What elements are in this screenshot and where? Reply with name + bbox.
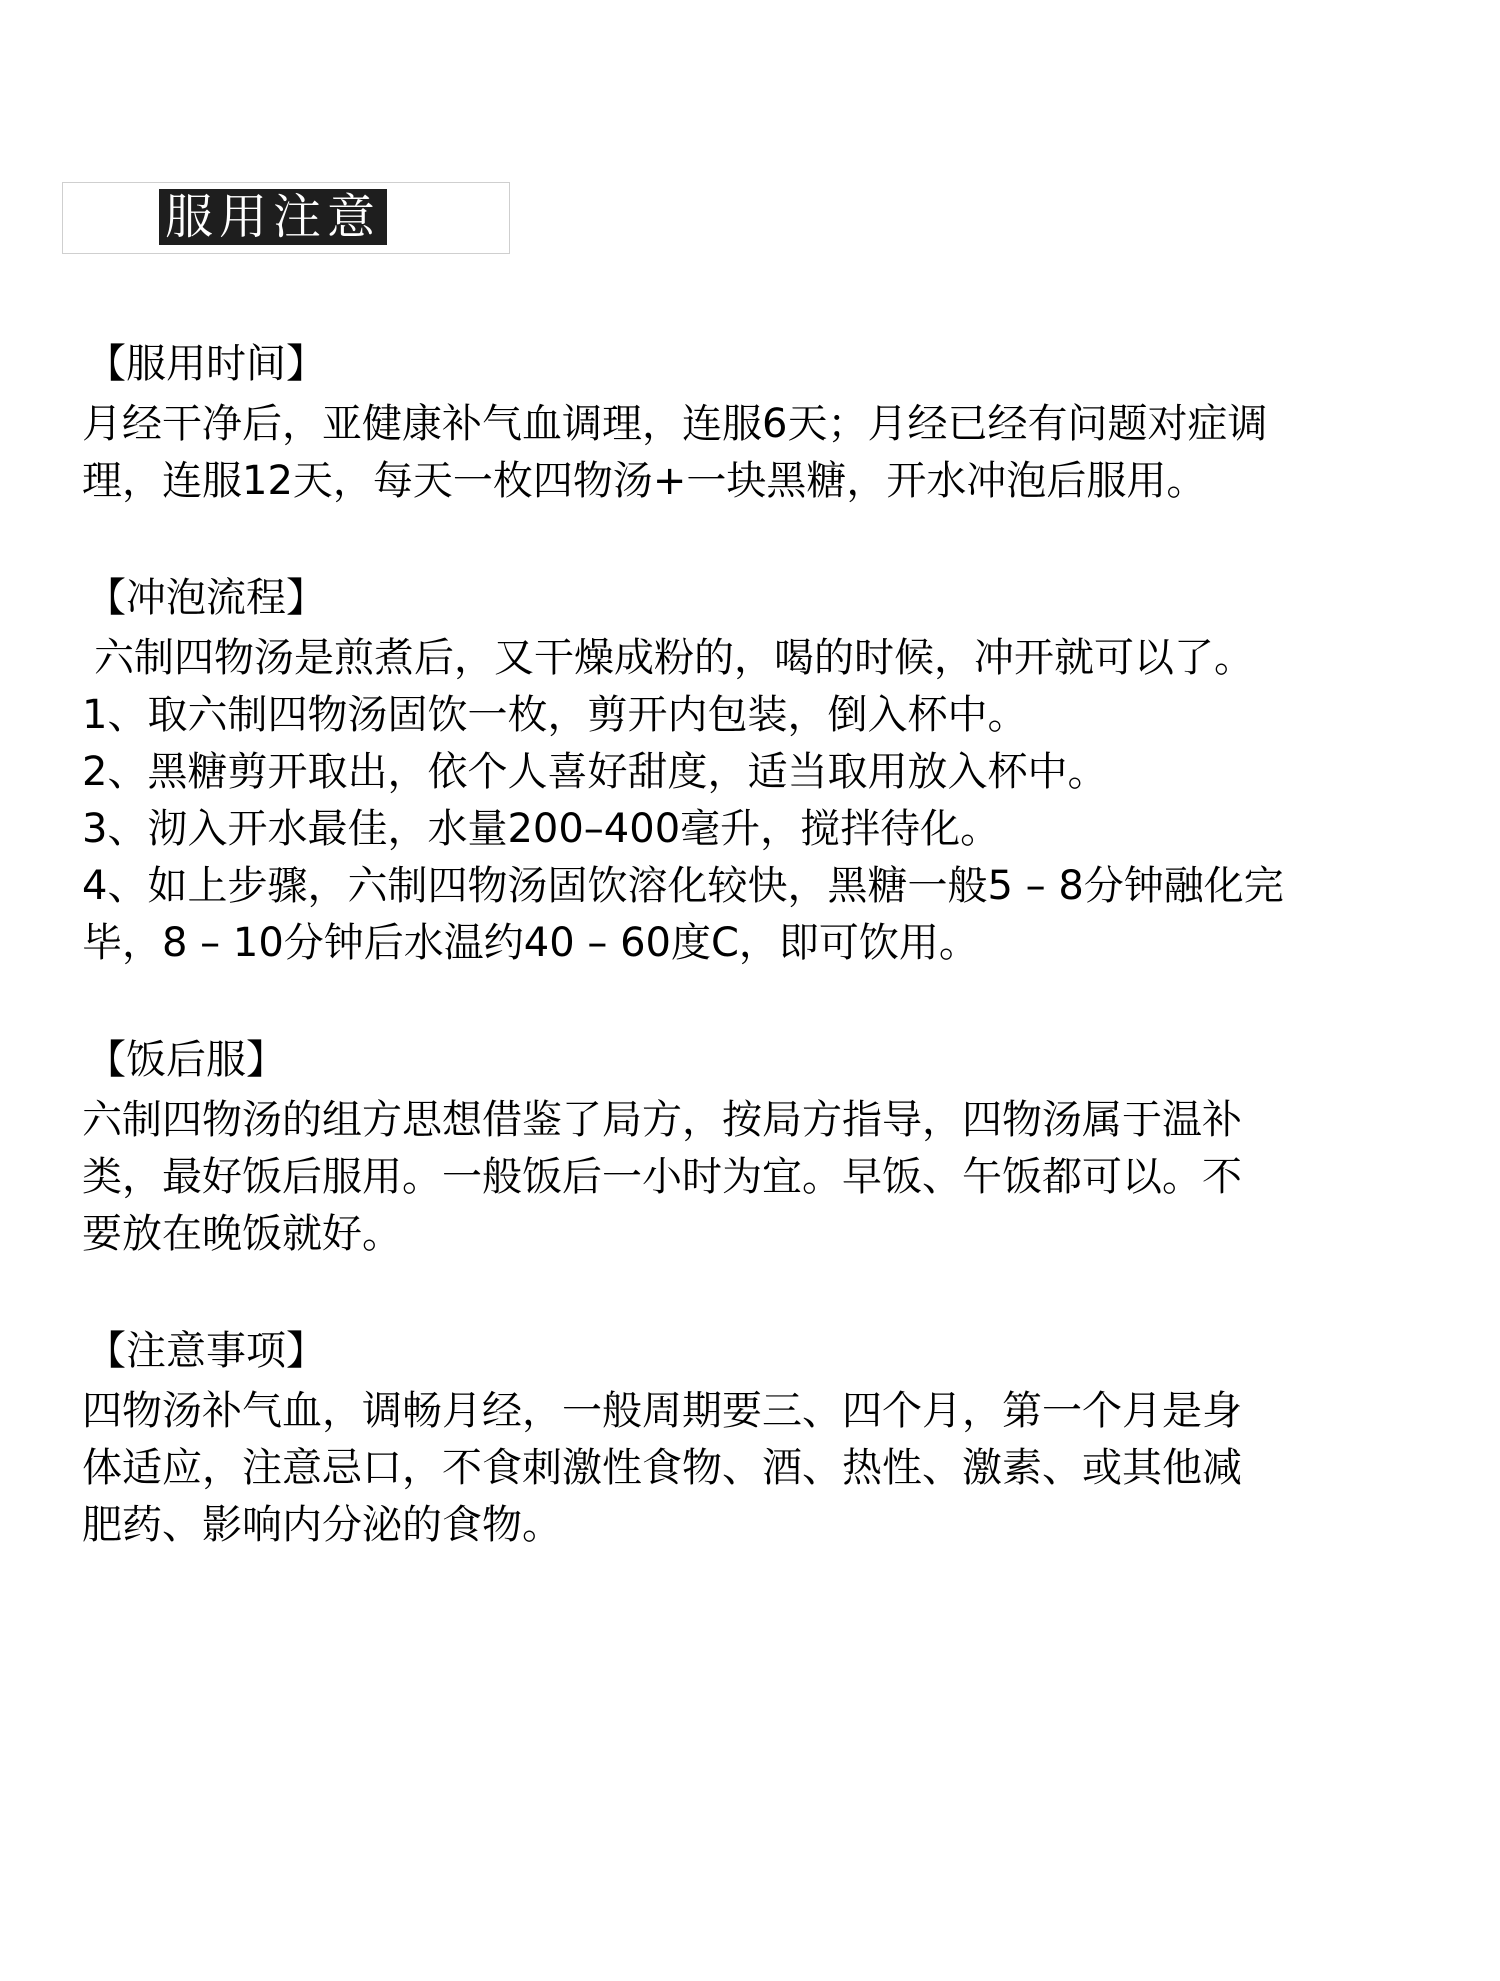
paragraph-line: 四物汤补气血，调畅月经，一般周期要三、四个月，第一个月是身	[82, 1388, 1242, 1434]
paragraph-line: 月经干净后，亚健康补气血调理，连服6天；月经已经有问题对症调	[82, 401, 1268, 447]
step-line: 2、黑糖剪开取出，依个人喜好甜度，适当取用放入杯中。	[82, 749, 1108, 795]
paragraph-line: 六制四物汤的组方思想借鉴了局方，按局方指导，四物汤属于温补	[82, 1097, 1242, 1143]
paragraph-line: 要放在晚饭就好。	[82, 1211, 402, 1257]
paragraph-line: 体适应，注意忌口，不食刺激性食物、酒、热性、激素、或其他减	[82, 1445, 1242, 1491]
paragraph-line: 类，最好饭后服用。一般饭后一小时为宜。早饭、午饭都可以。不	[82, 1154, 1242, 1200]
section-brewing-process	[82, 566, 1422, 972]
title-box	[62, 182, 510, 254]
page-title: 服用注意	[159, 189, 387, 245]
section-after-meal	[82, 1028, 1422, 1263]
step-line: 毕，8 – 10分钟后水温约40 – 60度C，即可饮用。	[82, 920, 979, 966]
step-line: 4、如上步骤，六制四物汤固饮溶化较快，黑糖一般5 – 8分钟融化完	[82, 863, 1284, 909]
section-heading: 【注意事项】	[86, 1328, 326, 1374]
paragraph-line: 肥药、影响内分泌的食物。	[82, 1502, 562, 1548]
content	[82, 332, 1422, 1610]
section-heading: 【冲泡流程】	[86, 575, 326, 621]
step-line: 1、取六制四物汤固饮一枚，剪开内包装，倒入杯中。	[82, 692, 1028, 738]
section-heading: 【服用时间】	[86, 341, 326, 387]
paragraph-line: 理，连服12天，每天一枚四物汤+一块黑糖，开水冲泡后服用。	[82, 458, 1207, 504]
section-heading: 【饭后服】	[86, 1037, 286, 1083]
section-usage-time	[82, 332, 1422, 510]
section-precautions	[82, 1319, 1422, 1554]
step-line: 3、沏入开水最佳，水量200–400毫升，搅拌待化。	[82, 806, 1001, 852]
paragraph-line: 六制四物汤是煎煮后，又干燥成粉的，喝的时候，冲开就可以了。	[94, 635, 1254, 681]
